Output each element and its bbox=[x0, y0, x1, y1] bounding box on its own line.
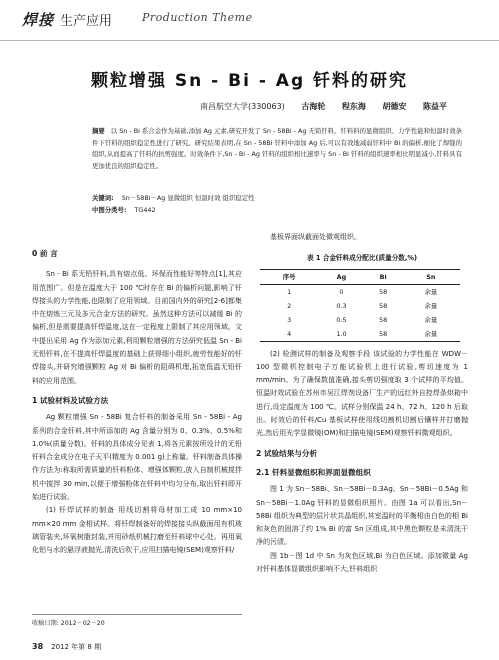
paragraph: 图 1 为 Sn－58Bi、Sn－58Bi－0.3Ag、Sn－58Bi－0.5Ag 和 Sn－58Bi－1.0Ag 钎料的显微组织照片。由图 1a 可以看出,Sn－58Bi 组织为典型的层片状共晶组织,其室温时的平衡相由白色的相 Bi 和灰色的固溶了约 1% Bi 的富 Sn 区组成,其中黑色颗粒是未清洗干净的污渍。 bbox=[256, 485, 468, 547]
author-name: 程东海 bbox=[341, 102, 366, 111]
table-cell: 余量 bbox=[424, 287, 438, 296]
table-cell: 1.0 bbox=[336, 329, 347, 338]
clc-label: 中图分类号: bbox=[92, 206, 127, 214]
table-cell: 4 bbox=[287, 329, 292, 338]
table-title: 表 1 合金钎料成分配比(质量分数,%) bbox=[306, 254, 418, 263]
affiliation: 南昌航空大学(330063) bbox=[200, 102, 285, 111]
keywords-label: 关键词: bbox=[92, 194, 114, 202]
subsection-heading: 2.1 钎料显微组织和界面显微组织 bbox=[256, 467, 371, 477]
paragraph: (2) 检测试样的制备及观察手段 该试验的力学性能在 WDW－100 型微机控制电子万能试验机上进行试验,剪切速度为 1 mm/min。为了确保数值准确,接头剪切强度取 3 个试样的平均值。恒温时效试验在苏州市吴江焊剂设备厂生产的远红外自控焊条烘箱中进行,设定温度为 100 ℃。试样分别保温 24 h、72 h、120 h 后取出。时效后的钎料/Cu 基板试样使用线切割机切割后镶样并打磨抛光,然后用光学显微镜(OM)和扫描电镜(SEM)观察钎料微观组织。 bbox=[256, 349, 468, 438]
paragraph: 图 1b－图 1d 中 Sn 为灰色区域,Bi 为白色区域。添加微量 Ag 对钎料基体显微组织影响不大,钎料组织 bbox=[256, 551, 468, 574]
table-cell: 0.5 bbox=[336, 315, 347, 324]
paragraph: 基板界面纵截面处微观组织。 bbox=[270, 233, 361, 241]
journal-section: 生产应用 bbox=[60, 14, 113, 29]
page-number: 38 bbox=[32, 642, 44, 651]
author-name: 古海轮 bbox=[301, 102, 326, 111]
table-cell: 余量 bbox=[424, 329, 438, 338]
table-cell: 余量 bbox=[424, 301, 438, 310]
keywords bbox=[92, 193, 255, 202]
clc-value: TG442 bbox=[134, 206, 156, 214]
table-cell: 3 bbox=[287, 315, 292, 324]
article-title: 颗粒增强 Sn - Bi - Ag 钎料的研究 bbox=[90, 71, 409, 91]
table-cell: 58 bbox=[379, 315, 388, 324]
author-name: 胡德安 bbox=[382, 102, 407, 111]
table-row bbox=[260, 299, 460, 313]
abstract-text: 以 Sn - Bi 系合金作为基础,添加 Ag 元素,研究开发了 Sn - 58Bi - Ag 无铅钎料。钎料料的显微组织、力学性能和恒温时效条件下钎料的组织稳定性进行了研究。研究结果表明,在 Sn - 58Bi 钎料中添加 Ag 后,可以有效地减弱钎料中 Bi 的偏析,细化了焊缝的组织,从而提高了钎料的抗剪强度。时效条件下,Sn - Bi - Ag 钎料的组织相比速率与 Sn - Bi 钎料的组织速率相比明显减小,钎料具有更加优良的组织稳定性。 bbox=[92, 127, 462, 170]
classification-number bbox=[92, 205, 156, 214]
table-header-cell: Sn bbox=[426, 272, 436, 281]
composition-table-block bbox=[256, 252, 468, 341]
composition-table bbox=[260, 269, 460, 342]
journal-english-name: Production Theme bbox=[142, 11, 253, 24]
table-cell: 58 bbox=[379, 301, 388, 310]
section-heading: 2 试验结果与分析 bbox=[256, 448, 318, 458]
table-cell: 余量 bbox=[424, 315, 438, 324]
left-column bbox=[32, 239, 242, 558]
paragraph: Sn - Bi 系无铅钎料,具有熔点低、环保而性能好等特点[1],其应用范围广。但是在温度大于 100 ℃时存在 Bi 的偏析问题,影响了钎焊接头的力学性能,也限制了应用领域。目前国内外的研究[2-6]都集中在熔炼三元及多元合金方法的研究。虽然这种方法可以减缓 Bi 的偏析,但是需要提高钎焊温度,这在一定程度上限制了其应用领域。文中提出采用 Ag 作为添加元素,利用颗粒增强的方法研究低温 Sn - Bi 无铅钎料,在不提高钎焊温度的基础上获得细小组织,疲劳性能好的钎焊接头,并研究增强颗粒 Ag 对 Bi 偏析的阻碍机理,拓宽低温无铅钎料的应用范围。 bbox=[32, 270, 242, 385]
table-header-cell: Bi bbox=[379, 272, 387, 281]
table-cell: 1 bbox=[287, 287, 292, 296]
journal-name: 焊接 bbox=[22, 11, 55, 29]
issue-info: 2012 年第 8 期 bbox=[51, 643, 102, 651]
section-heading: 1 试验材料及试验方法 bbox=[32, 395, 109, 405]
table-row bbox=[260, 327, 460, 342]
table-row bbox=[260, 313, 460, 327]
paragraph: Ag 颗粒增强 Sn - 58Bi 复合钎料的制备采用 Sn - 58Bi - Ag 系列的合金钎料,其中所添加的 Ag 含量分别为 0、0.3%、0.5%和 1.0%(质量分数)。钎料的具体成分见表 1,将各元素按所设计的无铅钎料合金成分在电子天平(精度为 0.001 g)上称量。钎料制备具体操作方法为:称取所需质量的钎料粉体、增强体颗粒,放入自制机械搅拌机中搅拌 30 min,以便于增强粉体在钎料中均匀分布,取出钎料即开始进行试验。 bbox=[32, 413, 242, 502]
keywords-text: Sn－58Bi－Ag 显微组织 恒温时效 组织稳定性 bbox=[121, 194, 255, 202]
table-header-cell: 序号 bbox=[282, 272, 296, 281]
paragraph: (1) 钎焊试样的制备 用线切割将母材加工成 10 mm×10 mm×20 mm 金相试样。将钎焊制备好的焊接接头纵截面用有机玻璃管装夹,环氧树脂封装,并用砂纸机械打磨至钎料球中心处。再用氧化铝与水的悬浮液抛光,清洗后吹干,应用扫描电镜(SEM)观察钎料/ bbox=[32, 506, 242, 555]
abstract bbox=[92, 126, 462, 172]
received-date-footnote: 收稿日期: 2012－02－20 bbox=[32, 614, 242, 627]
page-footer bbox=[32, 642, 101, 652]
abstract-label: 摘要 bbox=[92, 127, 105, 135]
table-header-cell: Ag bbox=[336, 272, 347, 281]
table-row bbox=[260, 284, 460, 299]
table-cell: 0.3 bbox=[336, 301, 347, 310]
section-heading: 0 前 言 bbox=[32, 249, 58, 258]
author-line bbox=[200, 101, 447, 112]
table-cell: 58 bbox=[379, 329, 388, 338]
table-cell: 0 bbox=[339, 287, 344, 296]
table-cell: 2 bbox=[287, 301, 292, 310]
author-name: 陈益平 bbox=[422, 102, 447, 111]
table-header-row bbox=[260, 269, 460, 284]
journal-header bbox=[0, 0, 499, 41]
table-cell: 58 bbox=[379, 287, 388, 296]
right-column bbox=[256, 231, 468, 576]
